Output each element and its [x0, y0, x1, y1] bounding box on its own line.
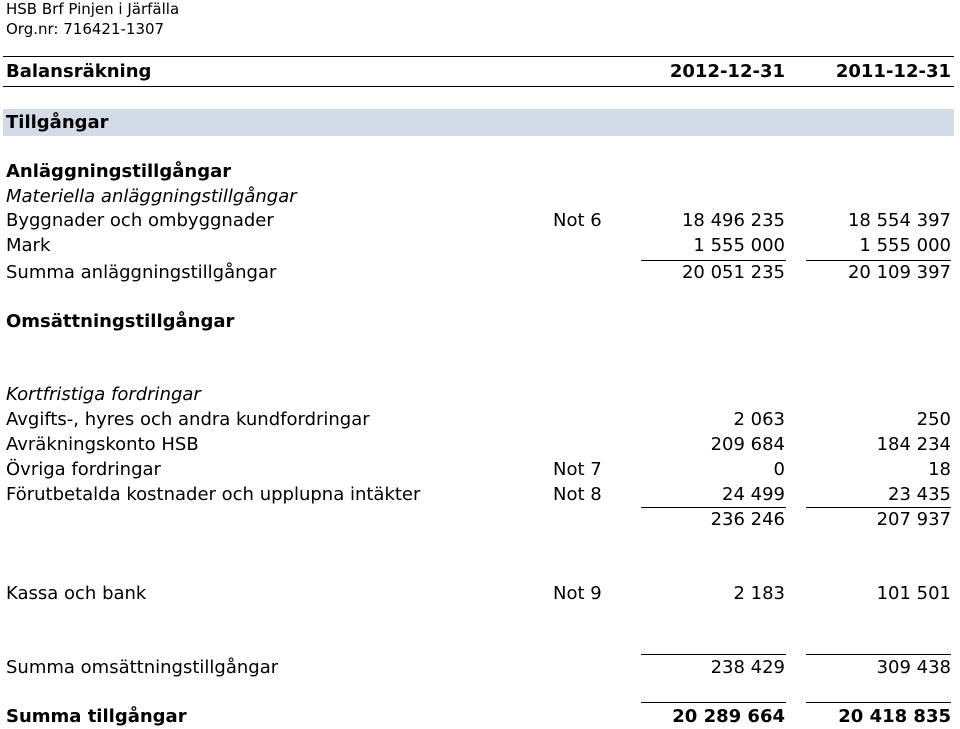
receivables-subheading: Kortfristiga fordringar	[6, 384, 201, 405]
tangible-assets-subheading: Materiella anläggningstillgångar	[6, 186, 297, 207]
row-note: Not 9	[553, 583, 602, 604]
row-value-2012: 2 183	[733, 583, 785, 604]
row-value-2012: 238 429	[710, 657, 785, 678]
total-rule-2011	[806, 702, 951, 703]
total-value-2012: 20 289 664	[672, 706, 785, 727]
sum-rule-2011	[806, 507, 951, 508]
row-value-2012: 2 063	[733, 409, 785, 430]
row-value-2012: 24 499	[722, 484, 785, 505]
row-value-2011: 18 554 397	[847, 210, 951, 231]
row-value-2011: 20 109 397	[847, 262, 951, 283]
sum-rule-2012	[641, 654, 786, 655]
subtotal-2011: 207 937	[876, 509, 951, 530]
row-label: Övriga fordringar	[6, 459, 161, 480]
subtotal-2012: 236 246	[710, 509, 785, 530]
section-band	[3, 109, 954, 136]
row-note: Not 7	[553, 459, 602, 480]
sum-rule-2011	[806, 260, 951, 261]
balance-sheet-title: Balansräkning	[6, 61, 152, 82]
row-label: Förutbetalda kostnader och upplupna intäkter	[6, 484, 421, 505]
org-number: Org.nr: 716421-1307	[6, 20, 165, 38]
row-note: Not 8	[553, 484, 602, 505]
row-value-2012: 0	[773, 459, 785, 480]
fixed-assets-heading: Anläggningstillgångar	[6, 161, 232, 182]
total-value-2011: 20 418 835	[838, 706, 951, 727]
row-label: Avräkningskonto HSB	[6, 434, 199, 455]
row-label: Avgifts-, hyres och andra kundfordringar	[6, 409, 370, 430]
row-label: Kassa och bank	[6, 583, 147, 604]
org-name: HSB Brf Pinjen i Järfälla	[6, 0, 180, 18]
row-value-2011: 1 555 000	[859, 235, 951, 256]
row-value-2011: 18	[928, 459, 951, 480]
current-assets-heading: Omsättningstillgångar	[6, 311, 235, 332]
top-rule	[3, 56, 954, 57]
row-value-2011: 101 501	[876, 583, 951, 604]
sum-rule-2012	[641, 507, 786, 508]
total-label: Summa tillgångar	[6, 706, 187, 727]
row-value-2011: 309 438	[876, 657, 951, 678]
sum-rule-2011	[806, 654, 951, 655]
column-header-2012: 2012-12-31	[669, 61, 785, 82]
section-title: Tillgångar	[6, 112, 109, 133]
row-label: Byggnader och ombyggnader	[6, 210, 274, 231]
row-value-2012: 20 051 235	[681, 262, 785, 283]
row-value-2012: 1 555 000	[693, 235, 785, 256]
row-value-2011: 250	[916, 409, 951, 430]
row-label: Summa omsättningstillgångar	[6, 657, 279, 678]
row-value-2012: 209 684	[710, 434, 785, 455]
row-note: Not 6	[553, 210, 602, 231]
column-header-2011: 2011-12-31	[835, 61, 951, 82]
header-rule	[3, 86, 954, 87]
row-value-2011: 23 435	[888, 484, 951, 505]
row-label: Summa anläggningstillgångar	[6, 262, 277, 283]
row-label: Mark	[6, 235, 51, 256]
total-rule-2012	[641, 702, 786, 703]
row-value-2012: 18 496 235	[681, 210, 785, 231]
row-value-2011: 184 234	[876, 434, 951, 455]
sum-rule-2012	[641, 260, 786, 261]
